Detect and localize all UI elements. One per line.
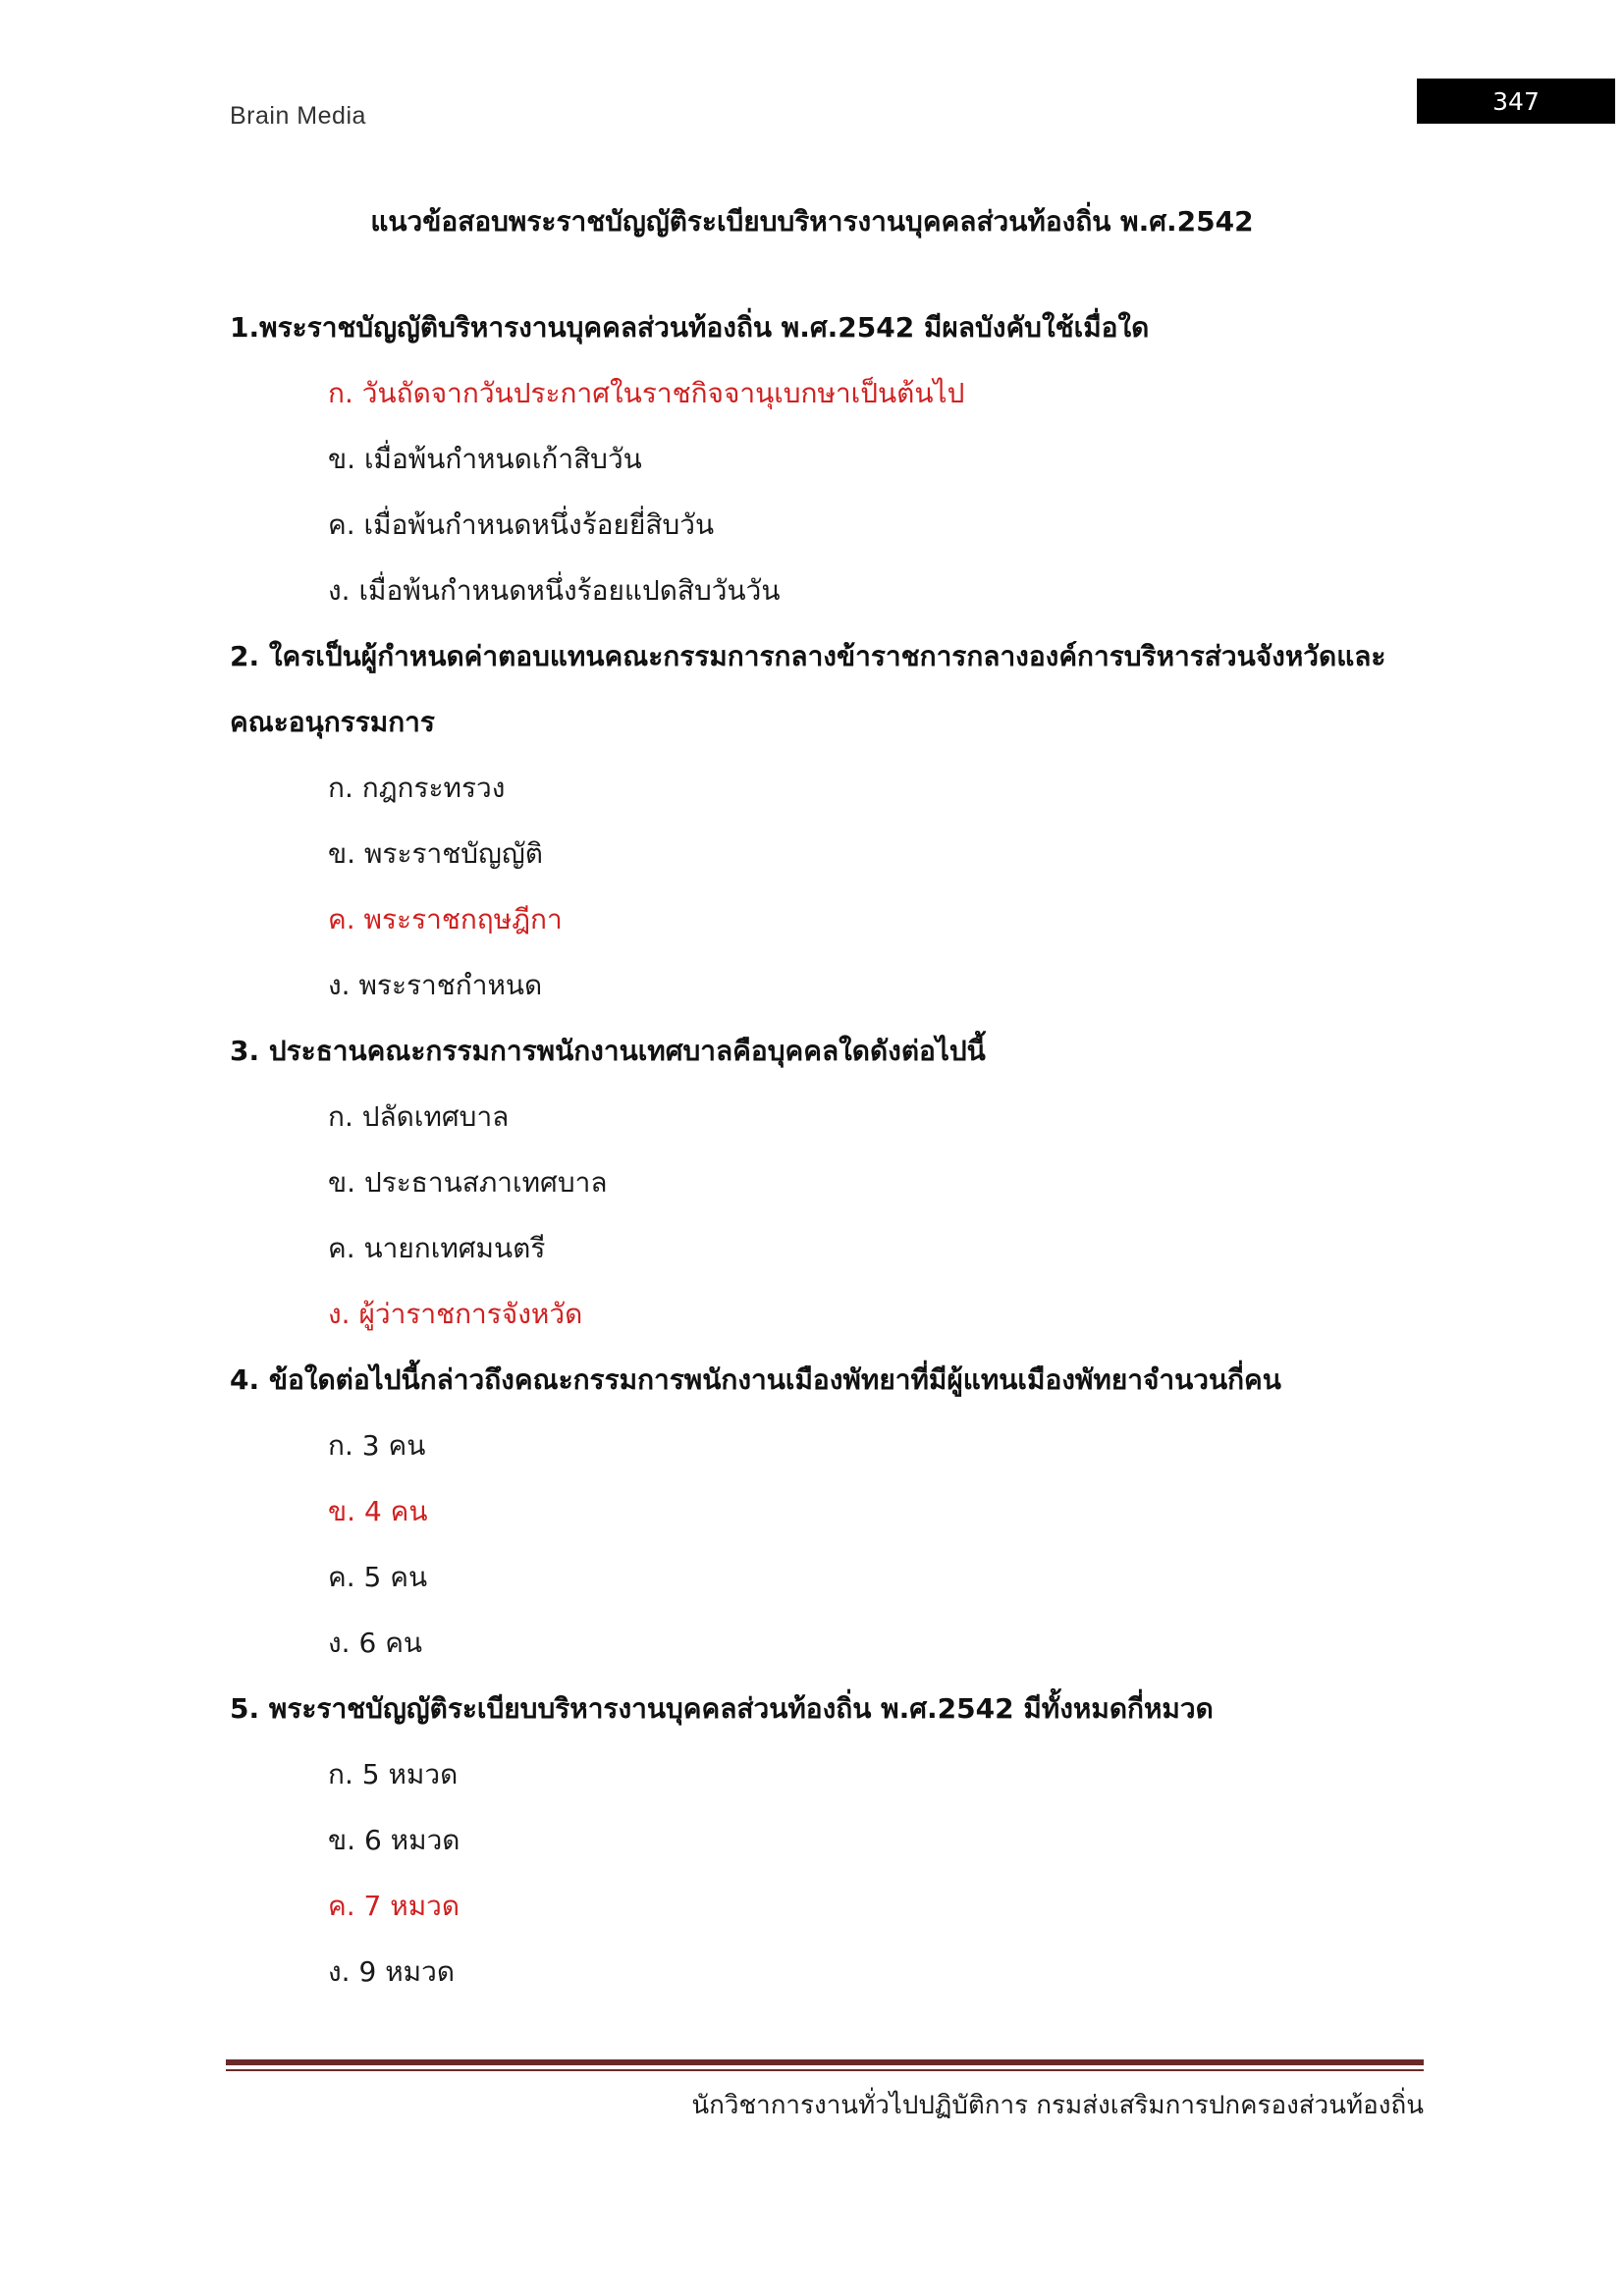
question-block <box>230 1018 1428 1347</box>
footer-divider <box>226 2059 1424 2065</box>
question-block <box>230 1347 1428 1676</box>
question-block <box>230 623 1428 1018</box>
document-title: แนวข้อสอบพระราชบัญญัติระเบียบบริหารงานบุคคลส่วนท้องถิ่น พ.ศ.2542 <box>370 205 1254 238</box>
option-item: ง. เมื่อพ้นกำหนดหนึ่งร้อยแปดสิบวันวัน <box>328 574 781 607</box>
option-item: ง. 9 หมวด <box>328 1955 456 1988</box>
question-text: 2. ใครเป็นผู้กำหนดค่าตอบแทนคณะกรรมการกลางข้าราชการกลางองค์การบริหารส่วนจังหวัดและคณะอนุกรรมการ <box>230 640 1386 738</box>
publisher-name: Brain Media <box>230 102 366 130</box>
option-item: ข. 6 หมวด <box>328 1824 460 1856</box>
option-item: ข. ประธานสภาเทศบาล <box>328 1166 608 1199</box>
question-list <box>230 294 1428 2004</box>
option-item: ก. กฎกระทรวง <box>328 772 506 804</box>
question-block <box>230 1676 1428 2004</box>
option-item: ง. 6 คน <box>328 1627 423 1659</box>
option-item: ง. ผู้ว่าราชการจังหวัด <box>328 1298 583 1330</box>
footer-caption: นักวิชาการงานทั่วไปปฏิบัติการ กรมส่งเสริมการปกครองส่วนท้องถิ่น <box>691 2091 1424 2120</box>
option-item: ข. 4 คน <box>328 1495 428 1527</box>
question-block <box>230 294 1428 623</box>
option-item: ก. 3 คน <box>328 1429 426 1462</box>
footer-divider-thin <box>226 2069 1424 2071</box>
option-item: ก. วันถัดจากวันประกาศในราชกิจจานุเบกษาเป็นต้นไป <box>328 377 965 409</box>
option-item: ค. เมื่อพ้นกำหนดหนึ่งร้อยยี่สิบวัน <box>328 508 715 541</box>
page-number: 347 <box>1492 86 1540 116</box>
question-text: 3. ประธานคณะกรรมการพนักงานเทศบาลคือบุคคลใดดังต่อไปนี้ <box>230 1035 986 1067</box>
question-text: 4. ข้อใดต่อไปนี้กล่าวถึงคณะกรรมการพนักงานเมืองพัทยาที่มีผู้แทนเมืองพัทยาจำนวนกี่คน <box>230 1363 1281 1396</box>
page-number-badge <box>1417 79 1615 124</box>
question-text: 5. พระราชบัญญัติระเบียบบริหารงานบุคคลส่วนท้องถิ่น พ.ศ.2542 มีทั้งหมดกี่หมวด <box>230 1692 1214 1725</box>
option-item: ง. พระราชกำหนด <box>328 969 543 1001</box>
option-item: ค. 5 คน <box>328 1561 428 1593</box>
option-item: ก. 5 หมวด <box>328 1758 459 1790</box>
question-text: 1.พระราชบัญญัติบริหารงานบุคคลส่วนท้องถิ่น พ.ศ.2542 มีผลบังคับใช้เมื่อใด <box>230 311 1150 344</box>
option-item: ค. 7 หมวด <box>328 1890 460 1922</box>
option-item: ข. พระราชบัญญัติ <box>328 837 543 870</box>
option-item: ค. พระราชกฤษฎีกา <box>328 903 563 935</box>
option-item: ข. เมื่อพ้นกำหนดเก้าสิบวัน <box>328 443 642 475</box>
option-item: ค. นายกเทศมนตรี <box>328 1232 546 1264</box>
option-item: ก. ปลัดเทศบาล <box>328 1100 510 1133</box>
